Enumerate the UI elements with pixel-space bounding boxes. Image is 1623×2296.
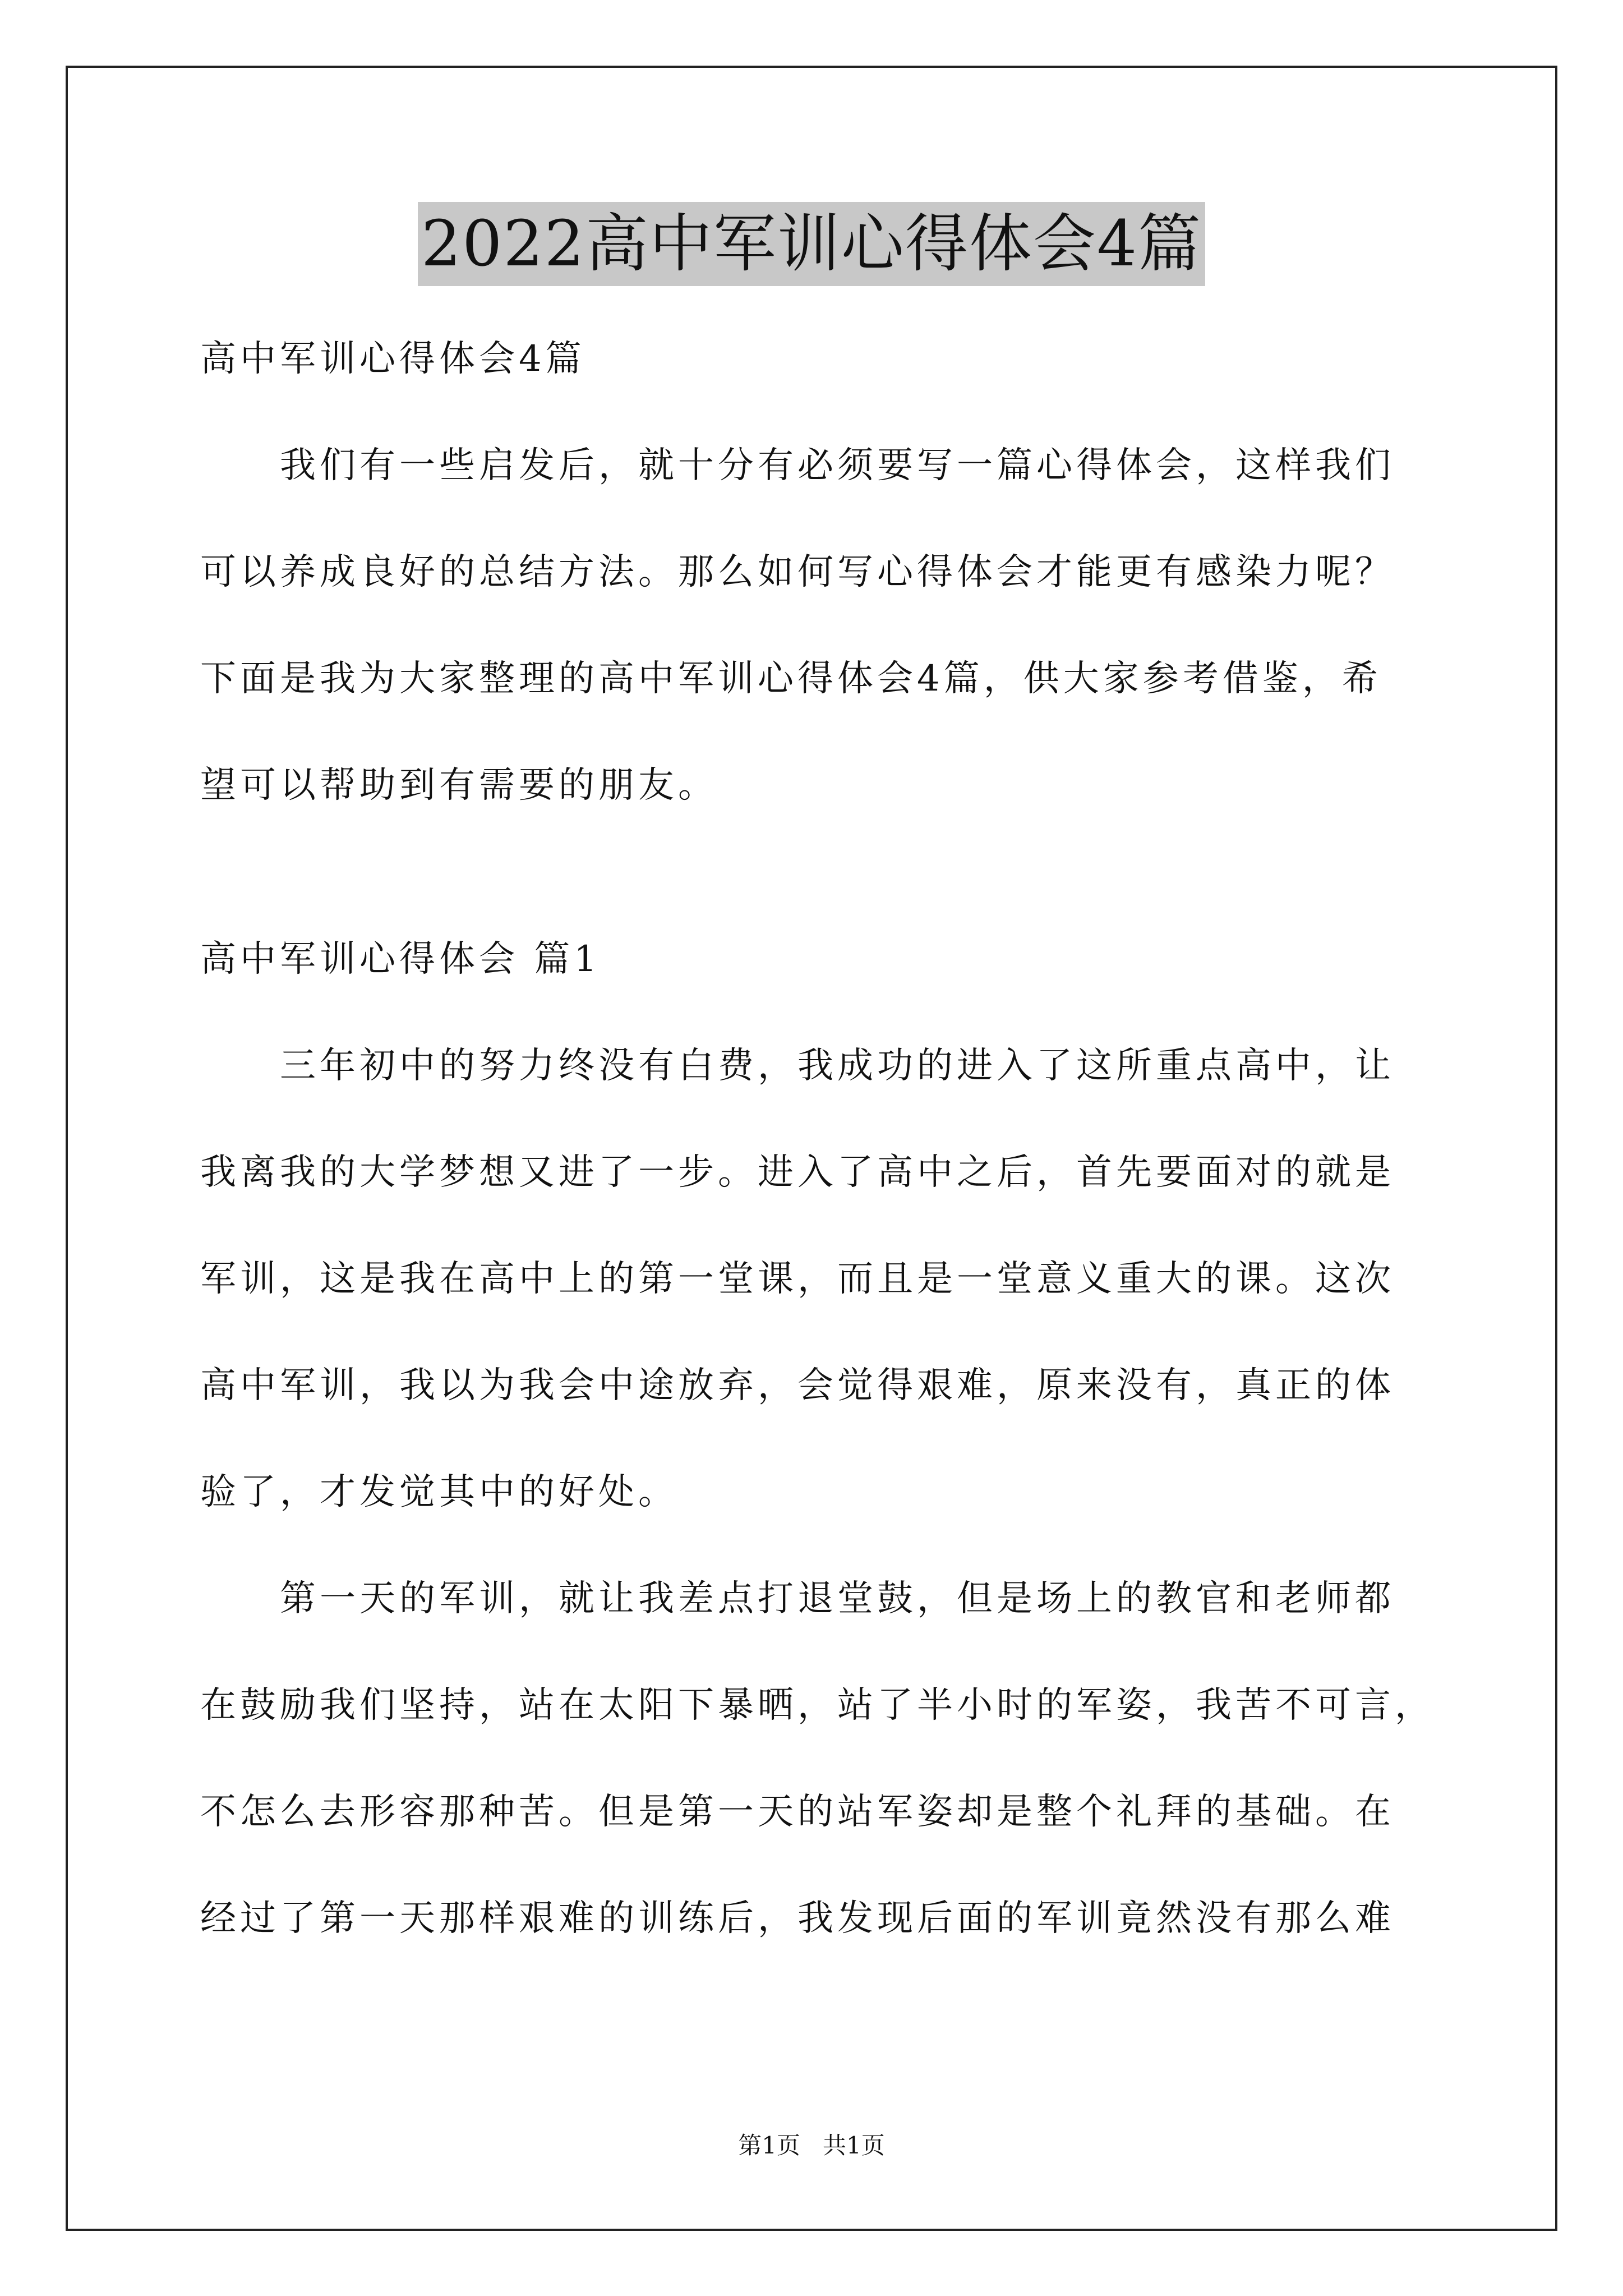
page-number: 第1页 [738,2132,800,2159]
intro-line: 望可以帮助到有需要的朋友。 [200,765,718,806]
section1-para2-line: 第一天的军训，就让我差点打退堂鼓，但是场上的教官和老师都 [200,1578,1395,1619]
section-spacer [200,839,1428,906]
page-footer [0,2129,1623,2162]
section1-para1-line: 验了，才发觉其中的好处。 [200,1471,678,1513]
intro-line: 我们有一些启发后，就十分有必须要写一篇心得体会，这样我们 [200,445,1395,486]
section1-para2-line: 在鼓励我们坚持，站在太阳下暴晒，站了半小时的军姿，我苦不可言， [200,1685,1435,1726]
document-body [200,306,1435,1972]
section1-para2-line: 经过了第一天那样艰难的训练后，我发现后面的军训竟然没有那么难 [200,1898,1395,1939]
document-title: 2022高中军训心得体会4篇 [418,202,1205,286]
section1-heading: 高中军训心得体会 篇1 [200,938,601,980]
page-total: 共1页 [823,2132,885,2159]
section1-para1-line: 我离我的大学梦想又进了一步。进入了高中之后，首先要面对的就是 [200,1152,1395,1193]
section1-para1-line: 高中军训，我以为我会中途放弃，会觉得艰难，原来没有，真正的体 [200,1365,1395,1406]
section1-para1-line: 军训，这是我在高中上的第一堂课，而且是一堂意义重大的课。这次 [200,1258,1395,1300]
intro-line: 下面是我为大家整理的高中军训心得体会4篇，供大家参考借鉴，希 [200,658,1382,700]
section1-para1-line: 三年初中的努力终没有白费，我成功的进入了这所重点高中，让 [200,1045,1395,1087]
intro-line: 可以养成良好的总结方法。那么如何写心得体会才能更有感染力呢？ [200,551,1395,593]
section1-para2-line: 不怎么去形容那种苦。但是第一天的站军姿却是整个礼拜的基础。在 [200,1791,1395,1833]
title-container [0,202,1623,286]
intro-heading: 高中军训心得体会4篇 [200,338,585,380]
